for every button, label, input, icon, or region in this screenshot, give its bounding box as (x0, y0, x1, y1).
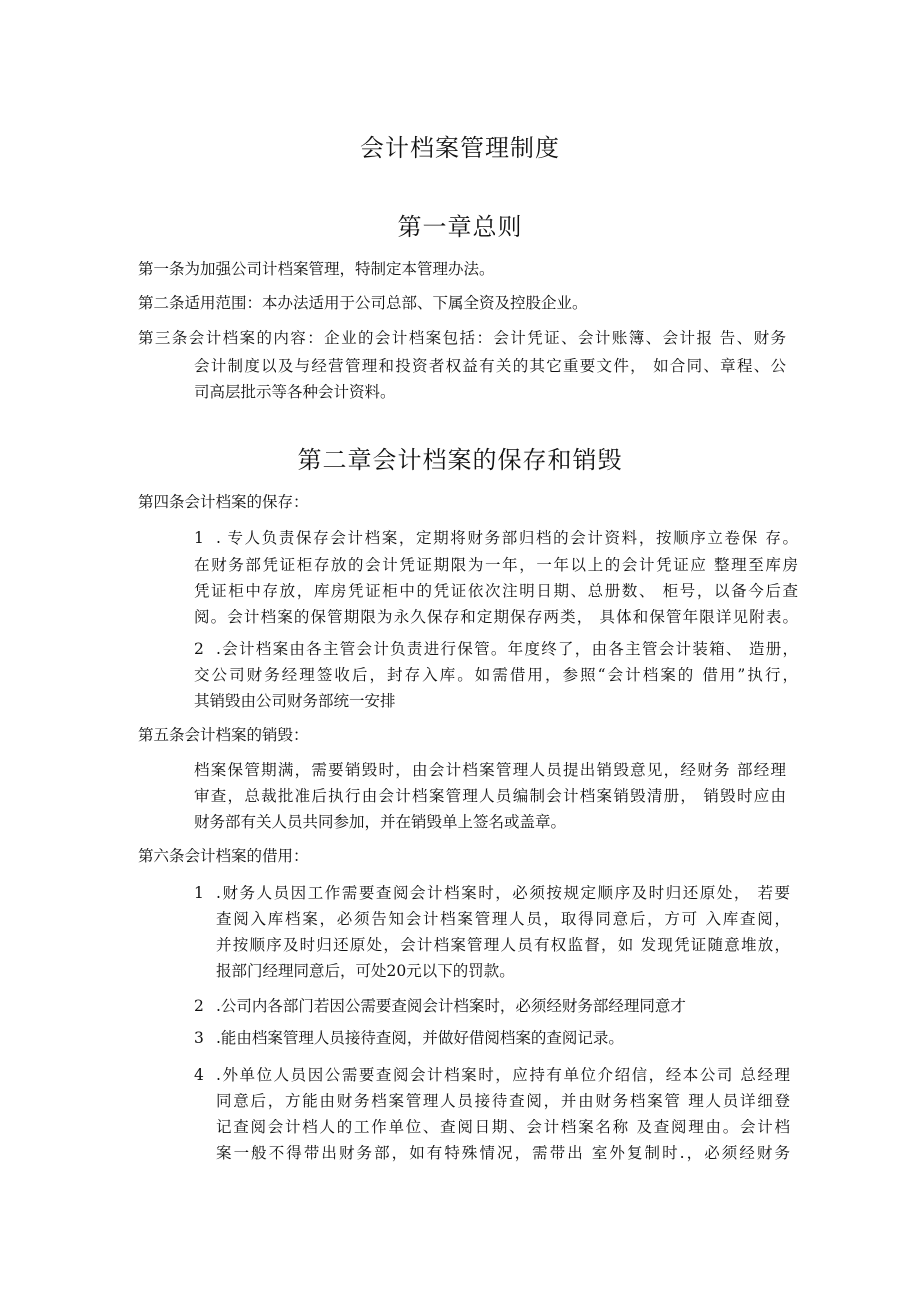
article-6-item-4-line-1 (194, 1062, 790, 1088)
article-5-line-1: 档案保管期满，需要销毁时，由会计档案管理人员提出销毁意见，经财务 部经理 (194, 761, 786, 779)
article-6-item-1-line-3: 并按顺序及时归还原处，会计档案管理人员有权监督，如 发现凭证随意堆放， (216, 936, 790, 954)
article-6-item-4-line-3: 记查阅会计档人的工作单位、查阅日期、会计档案名称 及查阅理由。会计档 (216, 1118, 790, 1136)
article-6-item-4-line-4: 案一般不得带出财务部，如有特殊情况，需带出 室外复制时.，必须经财务 (216, 1144, 790, 1162)
item-number: 1 (194, 884, 204, 902)
item-number: 4 (194, 1066, 204, 1084)
article-6-item-2 (194, 993, 686, 1019)
article-3-line-2: 会计制度以及与经营管理和投资者权益有关的其它重要文件， 如合同、章程、公 (194, 357, 786, 375)
article-3-line-1: 第三条会计档案的内容：企业的会计档案包括：会计凭证、会计账簿、会计报 告、财务 (138, 329, 786, 347)
article-5-line-2: 审查，总裁批准后执行由会计档案管理人员编制会计档案销毁清册， 销毁时应由 (194, 787, 786, 805)
article-4-item-2-line-3: 其销毁由公司财务部统一安排 (194, 692, 396, 710)
item-text: .财务人员因工作需要查阅会计档案时，必须按规定顺序及时归还原处， 若要 (216, 884, 790, 902)
article-5-heading: 第五条会计档案的销毁： (138, 726, 309, 744)
item-text: .能由档案管理人员接待查阅，并做好借阅档案的查阅记录。 (216, 1029, 624, 1047)
article-3-line-3: 司高层批示等各种会计资料。 (194, 383, 396, 401)
item-text: .会计档案由各主管会计负责进行保管。年度终了，由各主管会计装箱、 造册， (216, 640, 798, 658)
article-4-item-1-line-2: 在财务部凭证柜存放的会计凭证期限为一年，一年以上的会计凭证应 整理至库房 (194, 556, 798, 574)
article-6-item-1-line-4: 报部门经理同意后，可处20元以下的罚款。 (216, 962, 515, 980)
article-6-item-1-line-1 (194, 880, 790, 906)
article-4-item-1-line-3: 凭证柜中存放，库房凭证柜中的凭证依次注明日期、总册数、 柜号，以备今后查 (194, 582, 798, 600)
item-text: .公司内各部门若因公需要查阅会计档案时，必须经财务部经理同意才 (216, 997, 686, 1015)
chapter-1-title: 第一章总则 (397, 213, 523, 241)
item-number: 1 (194, 529, 204, 547)
item-number: 2 (194, 640, 204, 658)
article-2: 第二条适用范围：本办法适用于公司总部、下属全资及控股企业。 (138, 294, 588, 312)
article-4-heading: 第四条会计档案的保存： (138, 493, 309, 511)
document-title: 会计档案管理制度 (360, 134, 560, 162)
item-text: . 专人负责保存会计档案，定期将财务部归档的会计资料，按顺序立卷保 存。 (216, 529, 798, 547)
item-number: 3 (194, 1029, 204, 1047)
item-number: 2 (194, 997, 204, 1015)
item-text: .外单位人员因公需要查阅会计档案时，应持有单位介绍信，经本公司 总经理 (216, 1066, 790, 1084)
article-6-item-3 (194, 1025, 624, 1051)
article-6-item-1-line-2: 查阅入库档案，必须告知会计档案管理人员，取得同意后，方可 入库查阅， (216, 910, 790, 928)
chapter-2-title: 第二章会计档案的保存和销毁 (297, 446, 623, 474)
article-6-item-4-line-2: 同意后，方能由财务档案管理人员接待查阅，并由财务档案管 理人员详细登 (216, 1092, 790, 1110)
article-4-item-2-line-2: 交公司财务经理签收后，封存入库。如需借用，参照“会计档案的 借用”执行， (194, 666, 798, 684)
article-5-line-3: 财务部有关人员共同参加，并在销毁单上签名或盖章。 (194, 813, 567, 831)
article-4-item-1-line-4: 阅。会计档案的保管期限为永久保存和定期保存两类， 具体和保管年限详见附表。 (194, 608, 798, 626)
article-6-heading: 第六条会计档案的借用： (138, 847, 309, 865)
article-4-item-2-line-1 (194, 636, 798, 662)
article-4-item-1-line-1 (194, 525, 798, 551)
article-1: 第一条为加强公司计档案管理，特制定本管理办法。 (138, 260, 495, 278)
